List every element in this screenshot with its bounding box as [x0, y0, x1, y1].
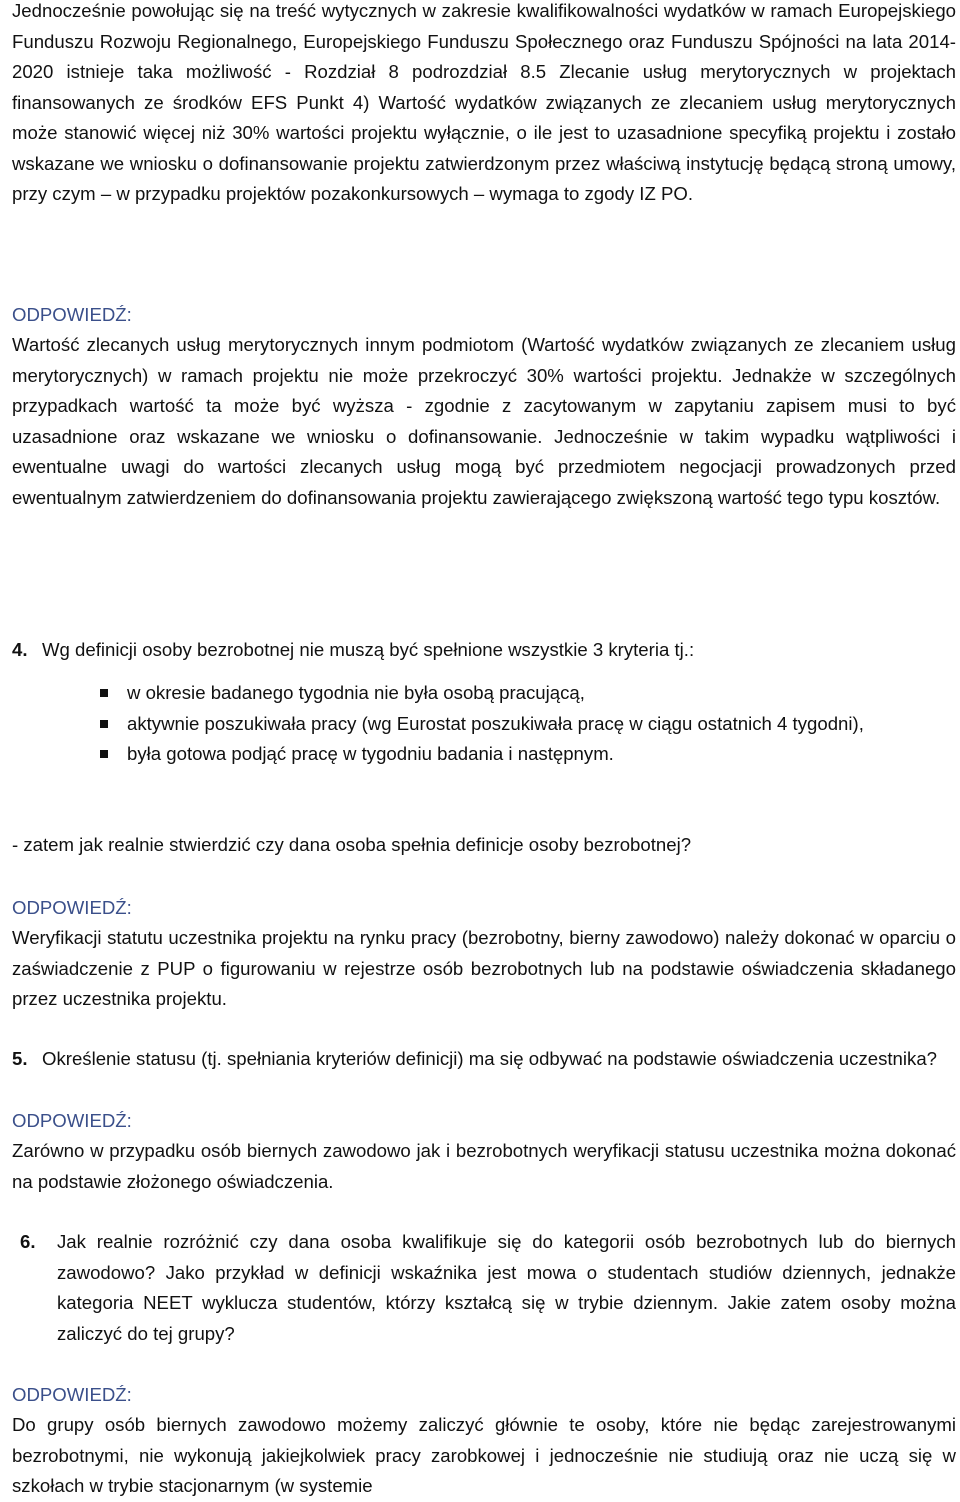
question-5-text: Określenie statusu (tj. spełniania kryteriów definicji) ma się odbywać na podstawie oświadczenia uczestnika?	[42, 1048, 937, 1069]
question-5	[12, 1044, 956, 1075]
list-item: była gotowa podjąć pracę w tygodniu badania i następnym.	[12, 739, 956, 770]
question-4-number: 4.	[12, 639, 28, 660]
intro-paragraph: Jednocześnie powołując się na treść wytycznych w zakresie kwalifikowalności wydatków w ramach Europejskiego Funduszu Rozwoju Regionalnego, Europejskiego Funduszu Społecznego oraz Funduszu Spójności na lata 2014-2020 istnieje taka możliwość - Rozdział 8 podrozdział 8.5 Zlecanie usług merytorycznych w projektach finansowanych ze środków EFS Punkt 4) Wartość wydatków związanych ze zlecaniem usług merytorycznych może stanowić więcej niż 30% wartości projektu wyłącznie, o ile jest to uzasadnione specyfiką projektu i zostało wskazane we wniosku o dofinansowanie projektu zatwierdzonym przez właściwą instytucję będącą stroną umowy, przy czym – w przypadku projektów pozakonkursowych – wymaga to zgody IZ PO.	[12, 0, 956, 204]
list-item: aktywnie poszukiwała pracy (wg Eurostat poszukiwała pracę w ciągu ostatnich 4 tygodni),	[12, 709, 956, 740]
answer-label-2: ODPOWIEDŹ:	[12, 897, 132, 918]
answer-label-1: ODPOWIEDŹ:	[12, 304, 132, 325]
answer-label-4: ODPOWIEDŹ:	[12, 1384, 132, 1405]
criteria-list	[12, 678, 956, 770]
bullet-square-icon	[100, 689, 108, 697]
answer-6-text: Do grupy osób biernych zawodowo możemy zaliczyć głównie te osoby, które nie będąc zarejestrowanymi bezrobotnymi, nie wykonują jakiejkolwiek pracy zarobkowej i jednocześnie nie studiują oraz nie uczą się w szkołach w trybie stacjonarnym (w systemie	[12, 1414, 956, 1496]
list-item: w okresie badanego tygodnia nie była osobą pracującą,	[12, 678, 956, 709]
question-4-followup: - zatem jak realnie stwierdzić czy dana osoba spełnia definicje osoby bezrobotnej?	[12, 834, 692, 855]
question-4-text: Wg definicji osoby bezrobotnej nie muszą być spełnione wszystkie 3 kryteria tj.:	[42, 639, 695, 660]
answer-5-text: Zarówno w przypadku osób biernych zawodowo jak i bezrobotnych weryfikacji statusu uczestnika można dokonać na podstawie złożonego oświadczenia.	[12, 1140, 956, 1192]
answer-4-text: Weryfikacji statutu uczestnika projektu na rynku pracy (bezrobotny, bierny zawodowo) należy dokonać w oparciu o zaświadczenie z PUP o figurowaniu w rejestrze osób bezrobotnych lub na podstawie oświadczenia składanego przez uczestnika projektu.	[12, 927, 956, 1009]
answer-label-3: ODPOWIEDŹ:	[12, 1110, 132, 1131]
question-5-number: 5.	[12, 1048, 28, 1069]
question-4	[12, 635, 956, 666]
question-6-text: Jak realnie rozróżnić czy dana osoba kwalifikuje się do kategorii osób bezrobotnych lub do biernych zawodowo? Jako przykład w definicji wskaźnika jest mowa o studentach studiów dziennych, jednakże kategoria NEET wyklucza studentów, którzy kształcą się w trybie dziennym. Jakie zatem osoby można zaliczyć do tej grupy?	[57, 1231, 956, 1344]
answer-1-text: Wartość zlecanych usług merytorycznych innym podmiotom (Wartość wydatków związanych ze zlecaniem usług merytorycznych) w ramach projektu nie może przekroczyć 30% wartości projektu. Jednakże w szczególnych przypadkach wartość ta może być wyższa - zgodnie z zacytowanym w zapytaniu zapisem musi to być uzasadnione oraz wskazane we wniosku o dofinansowanie. Jednocześnie w takim wypadku wątpliwości i ewentualne uwagi do wartości zlecanych usług mogą być przedmiotem negocjacji prowadzonych przed ewentualnym zatwierdzeniem do dofinansowania projektu zawierającego zwiększoną wartość tego typu kosztów.	[12, 334, 956, 508]
question-6	[20, 1227, 956, 1349]
bullet-square-icon	[100, 750, 108, 758]
bullet-square-icon	[100, 720, 108, 728]
question-6-number: 6.	[20, 1231, 36, 1252]
